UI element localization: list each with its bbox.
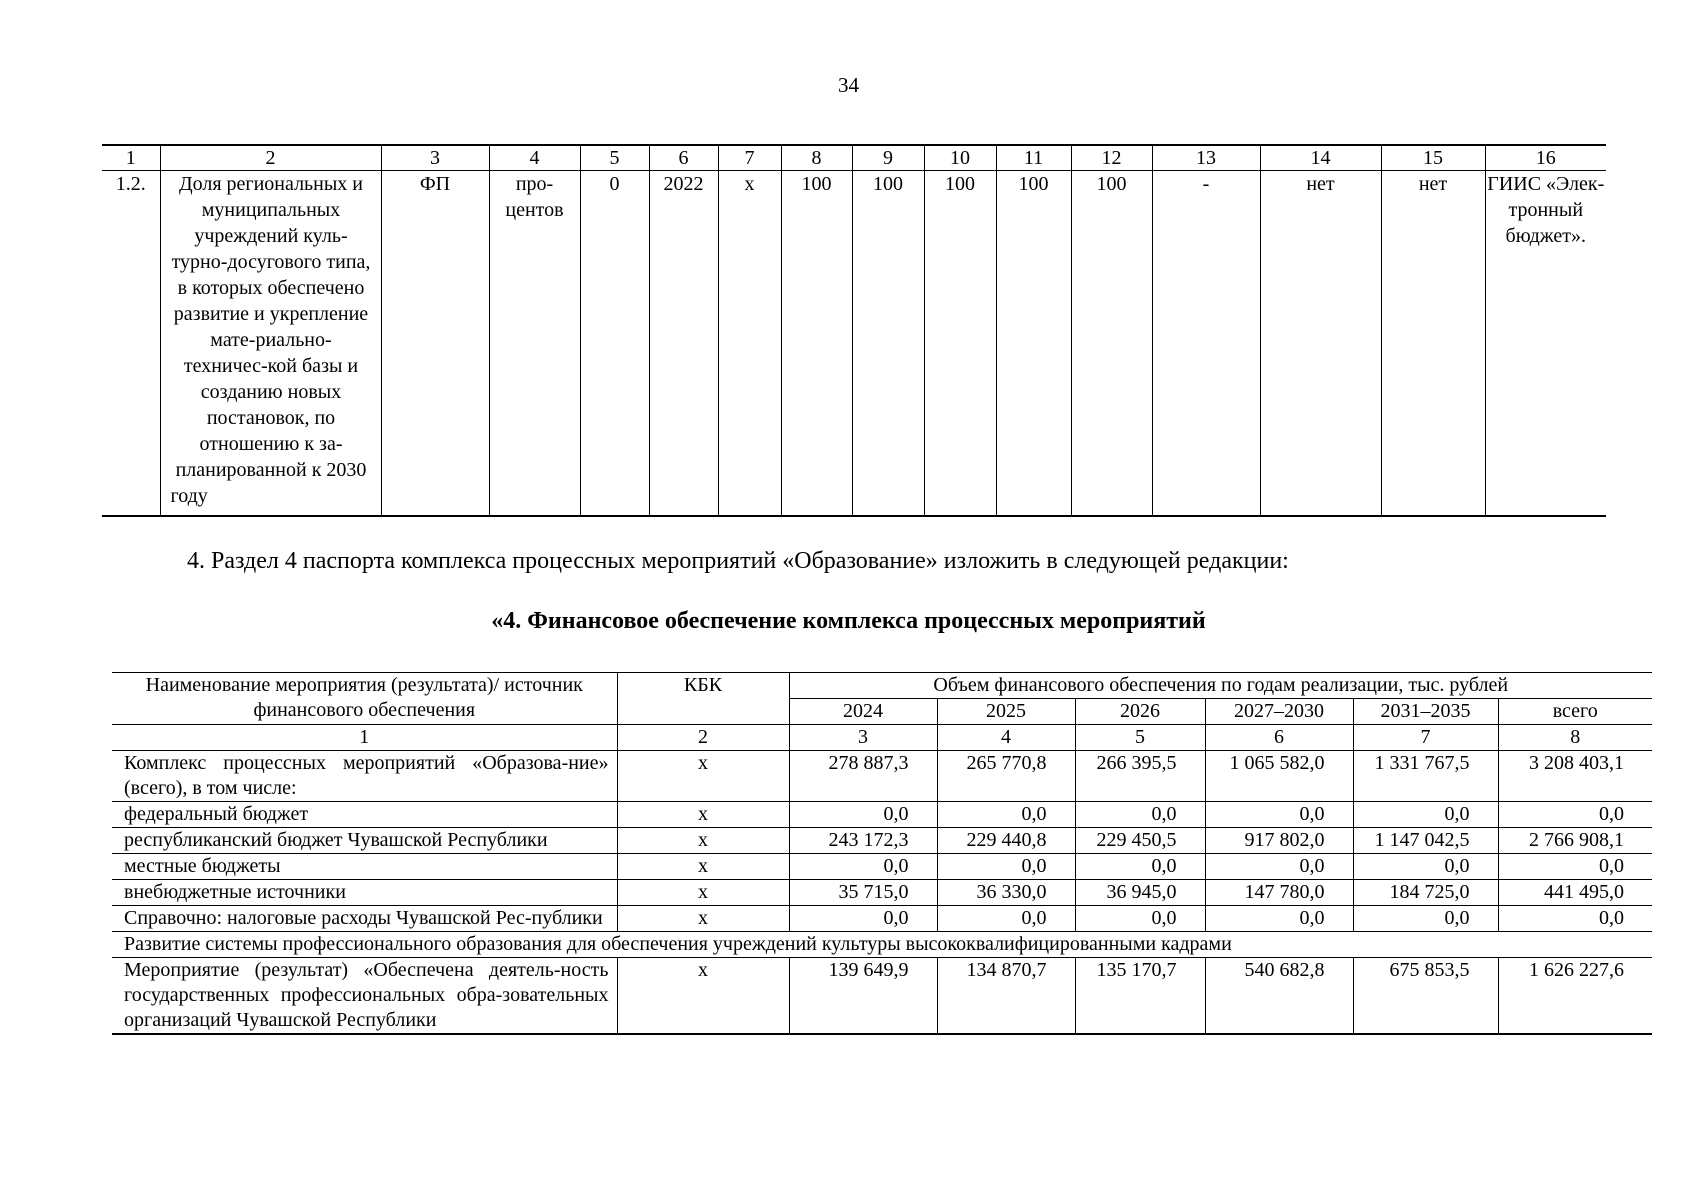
kbk-cell: х bbox=[617, 880, 789, 906]
row-name: Комплекс процессных мероприятий «Образова-ние» (всего), в том числе: bbox=[112, 751, 617, 802]
col-number: 13 bbox=[1152, 145, 1260, 171]
col-number: 6 bbox=[649, 145, 718, 171]
value-cell: 0,0 bbox=[1498, 906, 1652, 932]
page-number: 34 bbox=[838, 73, 859, 97]
table-cell: 100 bbox=[852, 171, 924, 517]
col-number: 12 bbox=[1071, 145, 1152, 171]
col-number: 10 bbox=[924, 145, 996, 171]
finance-table bbox=[112, 672, 1652, 1035]
value-cell: 0,0 bbox=[1498, 802, 1652, 828]
table-row bbox=[112, 854, 1652, 880]
table-cell: нет bbox=[1260, 171, 1381, 517]
value-cell: 0,0 bbox=[1075, 906, 1205, 932]
row-name: местные бюджеты bbox=[112, 854, 617, 880]
value-cell: 0,0 bbox=[789, 802, 937, 828]
table-cell: нет bbox=[1381, 171, 1485, 517]
table-row bbox=[112, 828, 1652, 854]
col-number: 7 bbox=[718, 145, 781, 171]
table-cell: 100 bbox=[1071, 171, 1152, 517]
col-number: 3 bbox=[381, 145, 489, 171]
kbk-cell: х bbox=[617, 751, 789, 802]
value-cell: 0,0 bbox=[1498, 854, 1652, 880]
indicator-table bbox=[102, 144, 1606, 517]
col-number: 9 bbox=[852, 145, 924, 171]
col-number: 16 bbox=[1485, 145, 1606, 171]
col-number: 11 bbox=[996, 145, 1071, 171]
section-heading: «4. Финансовое обеспечение комплекса процессных мероприятий bbox=[491, 608, 1206, 634]
value-cell: 229 450,5 bbox=[1075, 828, 1205, 854]
value-cell: 0,0 bbox=[1205, 906, 1353, 932]
value-cell: 441 495,0 bbox=[1498, 880, 1652, 906]
body-paragraph: 4. Раздел 4 паспорта комплекса процессных мероприятий «Образование» изложить в следующей редакции: bbox=[187, 548, 1289, 574]
value-cell: 1 626 227,6 bbox=[1498, 958, 1652, 1035]
value-cell: 540 682,8 bbox=[1205, 958, 1353, 1035]
value-cell: 0,0 bbox=[1353, 906, 1498, 932]
col-number: 7 bbox=[1353, 725, 1498, 751]
value-cell: 3 208 403,1 bbox=[1498, 751, 1652, 802]
value-cell: 266 395,5 bbox=[1075, 751, 1205, 802]
value-cell: 0,0 bbox=[789, 906, 937, 932]
value-cell: 278 887,3 bbox=[789, 751, 937, 802]
col-number: 8 bbox=[781, 145, 852, 171]
kbk-cell: х bbox=[617, 802, 789, 828]
table-cell: 100 bbox=[781, 171, 852, 517]
finance-table-header bbox=[112, 673, 1652, 699]
value-cell: 0,0 bbox=[1075, 802, 1205, 828]
col-number: 15 bbox=[1381, 145, 1485, 171]
header-name: Наименование мероприятия (результата)/ источник финансового обеспечения bbox=[112, 673, 617, 725]
col-number: 6 bbox=[1205, 725, 1353, 751]
row-name: Справочно: налоговые расходы Чувашской Рес-публики bbox=[112, 906, 617, 932]
value-cell: 1 065 582,0 bbox=[1205, 751, 1353, 802]
table-row bbox=[112, 802, 1652, 828]
value-cell: 675 853,5 bbox=[1353, 958, 1498, 1035]
row-name: Мероприятие (результат) «Обеспечена деятель-ность государственных профессиональных обра-зовательных организаций Чувашской Республики bbox=[112, 958, 617, 1035]
value-cell: 36 945,0 bbox=[1075, 880, 1205, 906]
col-number: 4 bbox=[937, 725, 1075, 751]
indicator-type: ФП bbox=[381, 171, 489, 517]
value-cell: 135 170,7 bbox=[1075, 958, 1205, 1035]
year-header: 2025 bbox=[937, 699, 1075, 725]
value-cell: 2 766 908,1 bbox=[1498, 828, 1652, 854]
header-volume: Объем финансового обеспечения по годам реализации, тыс. рублей bbox=[789, 673, 1652, 699]
section-row-title: Развитие системы профессионального образования для обеспечения учреждений культуры высококвалифицированными кадрами bbox=[112, 932, 1652, 958]
year-header: 2024 bbox=[789, 699, 937, 725]
kbk-cell: х bbox=[617, 828, 789, 854]
row-name: федеральный бюджет bbox=[112, 802, 617, 828]
row-name: внебюджетные источники bbox=[112, 880, 617, 906]
value-cell: 0,0 bbox=[1353, 802, 1498, 828]
value-cell: 35 715,0 bbox=[789, 880, 937, 906]
kbk-cell: х bbox=[617, 854, 789, 880]
value-cell: 0,0 bbox=[789, 854, 937, 880]
col-number: 14 bbox=[1260, 145, 1381, 171]
kbk-cell: х bbox=[617, 906, 789, 932]
value-cell: 0,0 bbox=[1075, 854, 1205, 880]
value-cell: 917 802,0 bbox=[1205, 828, 1353, 854]
year-header: 2031–2035 bbox=[1353, 699, 1498, 725]
table-row bbox=[102, 171, 1606, 517]
table-row bbox=[112, 751, 1652, 802]
indicator-name: Доля региональных и муниципальных учреждений куль-турно-досугового типа, в которых обеспечено развитие и укрепление мате-риально-техничес-кой базы и созданию новых постановок, по отношению к за-планированной к 2030 году bbox=[160, 171, 381, 517]
table-row bbox=[112, 906, 1652, 932]
base-value-cell: 0 bbox=[580, 171, 649, 517]
table-row bbox=[112, 958, 1652, 1035]
header-kbk: КБК bbox=[617, 673, 789, 725]
base-year-cell: 2022 bbox=[649, 171, 718, 517]
col-number: 2 bbox=[617, 725, 789, 751]
col-number: 1 bbox=[102, 145, 160, 171]
value-cell: 0,0 bbox=[937, 906, 1075, 932]
table-cell: 100 bbox=[924, 171, 996, 517]
year-header: всего bbox=[1498, 699, 1652, 725]
value-cell: 36 330,0 bbox=[937, 880, 1075, 906]
table-cell: х bbox=[718, 171, 781, 517]
col-number: 1 bbox=[112, 725, 617, 751]
value-cell: 0,0 bbox=[1205, 854, 1353, 880]
row-name: республиканский бюджет Чувашской Республики bbox=[112, 828, 617, 854]
col-number: 3 bbox=[789, 725, 937, 751]
year-header: 2026 bbox=[1075, 699, 1205, 725]
row-number: 1.2. bbox=[102, 171, 160, 517]
value-cell: 243 172,3 bbox=[789, 828, 937, 854]
info-system-cell: ГИИС «Элек-тронный бюджет». bbox=[1485, 171, 1606, 517]
col-number: 4 bbox=[489, 145, 580, 171]
value-cell: 184 725,0 bbox=[1353, 880, 1498, 906]
value-cell: 134 870,7 bbox=[937, 958, 1075, 1035]
finance-table-col-numbers bbox=[112, 725, 1652, 751]
value-cell: 147 780,0 bbox=[1205, 880, 1353, 906]
value-cell: 1 331 767,5 bbox=[1353, 751, 1498, 802]
value-cell: 0,0 bbox=[1205, 802, 1353, 828]
indicator-table-header bbox=[102, 145, 1606, 171]
value-cell: 139 649,9 bbox=[789, 958, 937, 1035]
unit-cell: про-центов bbox=[489, 171, 580, 517]
table-cell: - bbox=[1152, 171, 1260, 517]
col-number: 5 bbox=[580, 145, 649, 171]
table-cell: 100 bbox=[996, 171, 1071, 517]
col-number: 2 bbox=[160, 145, 381, 171]
value-cell: 0,0 bbox=[1353, 854, 1498, 880]
kbk-cell: х bbox=[617, 958, 789, 1035]
value-cell: 0,0 bbox=[937, 854, 1075, 880]
table-row bbox=[112, 880, 1652, 906]
col-number: 8 bbox=[1498, 725, 1652, 751]
section-row bbox=[112, 932, 1652, 958]
value-cell: 1 147 042,5 bbox=[1353, 828, 1498, 854]
value-cell: 229 440,8 bbox=[937, 828, 1075, 854]
year-header: 2027–2030 bbox=[1205, 699, 1353, 725]
value-cell: 0,0 bbox=[937, 802, 1075, 828]
value-cell: 265 770,8 bbox=[937, 751, 1075, 802]
col-number: 5 bbox=[1075, 725, 1205, 751]
